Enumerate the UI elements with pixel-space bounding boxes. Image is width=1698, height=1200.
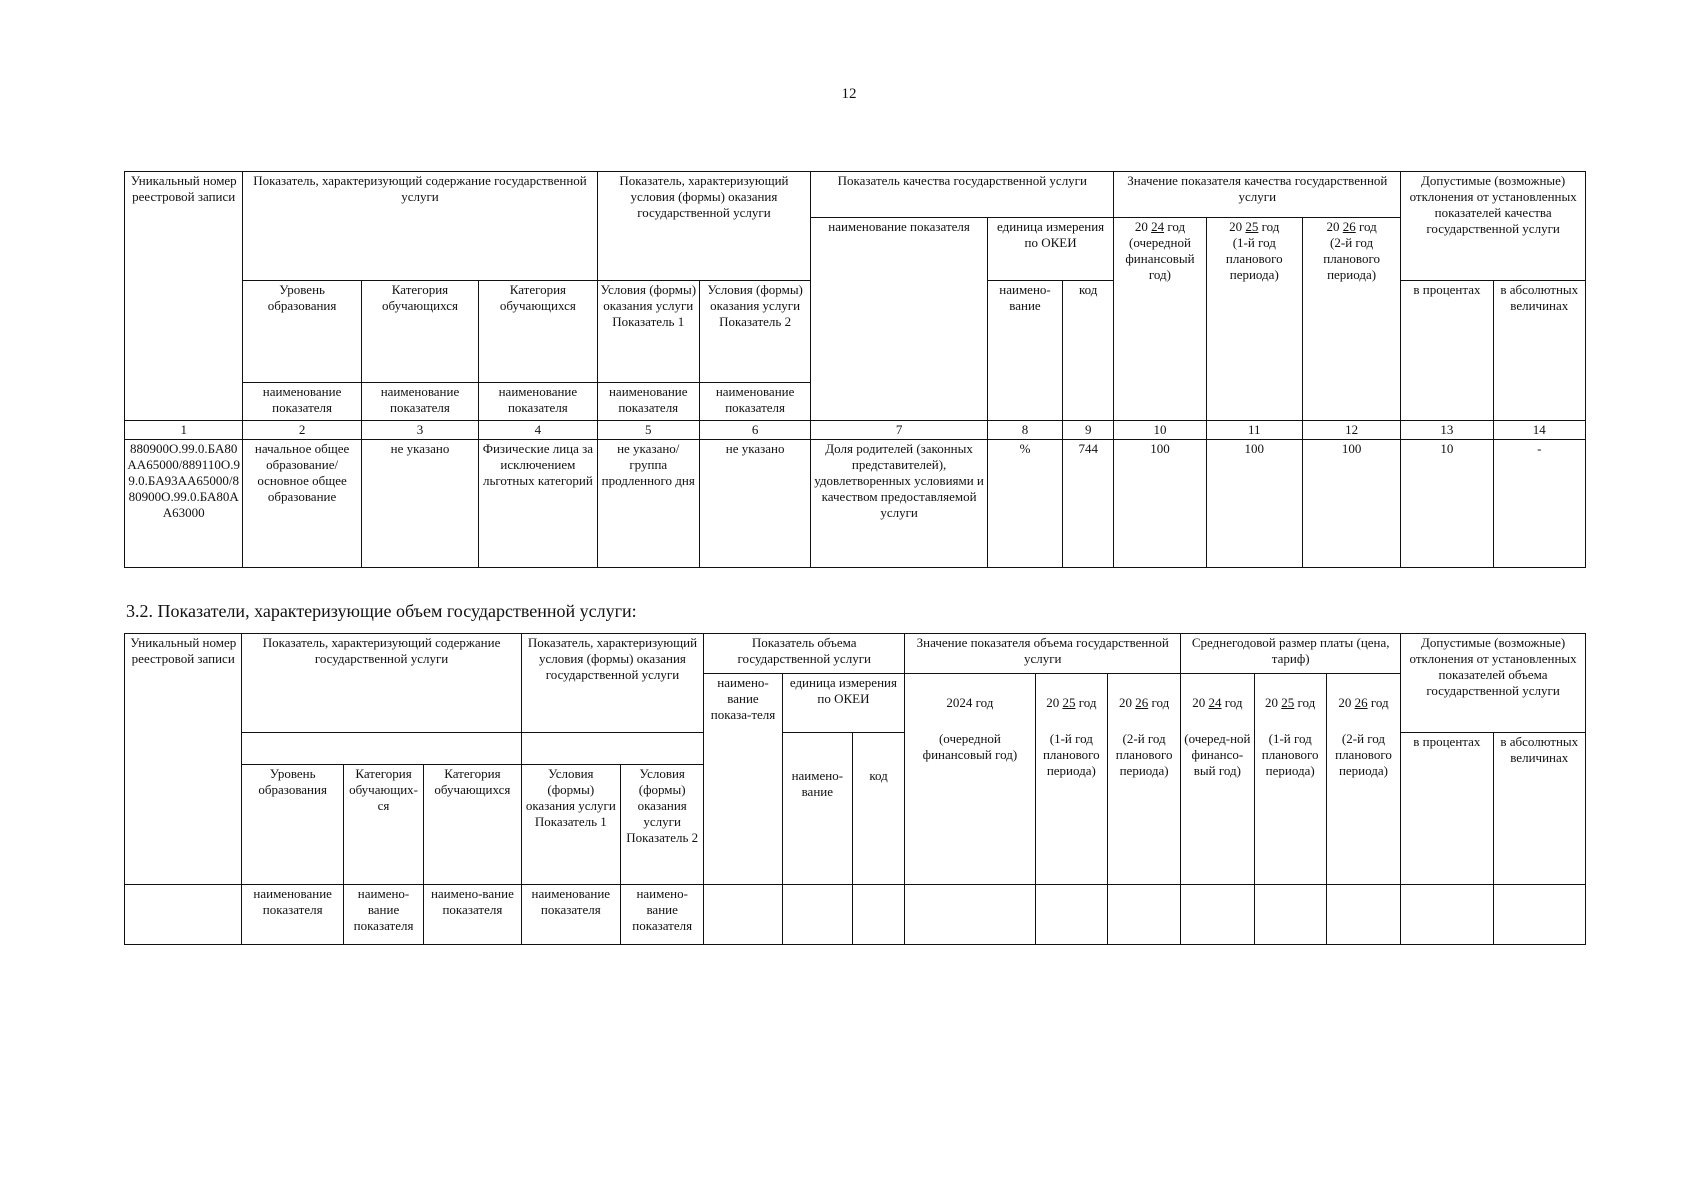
header-unit-name: наимено-вание bbox=[791, 768, 844, 799]
col-num-12: 12 bbox=[1302, 421, 1400, 440]
registry-number-empty bbox=[125, 885, 242, 945]
content-spacer bbox=[242, 733, 521, 765]
header-quality-indicator: Показатель качества государственной услуги bbox=[811, 172, 1114, 218]
sub-indicator-name-cat1: наименование показателя bbox=[361, 383, 478, 421]
empty-cell bbox=[1493, 885, 1586, 945]
section-title: 3.2. Показатели, характеризующие объем государственной услуги: bbox=[126, 601, 637, 621]
col-num-2: 2 bbox=[243, 421, 361, 440]
col-num-6: 6 bbox=[699, 421, 810, 440]
header-value-2024: 2024 год (очередной финансовый год) bbox=[905, 674, 1036, 885]
condition-1-value: не указано/ группа продленного дня bbox=[597, 440, 699, 568]
col-num-9: 9 bbox=[1063, 421, 1114, 440]
sub-indicator-name-cond2: наименование показателя bbox=[699, 383, 810, 421]
deviation-percent-value: 10 bbox=[1401, 440, 1493, 568]
condition-2-value: не указано bbox=[699, 440, 810, 568]
header-percent: в процентах bbox=[1401, 733, 1493, 885]
header-condition-2: Условия (формы) оказания услуги Показатель 2 bbox=[699, 281, 810, 383]
header-year-2024: 20 24 год (очередной финансовый год) bbox=[1114, 218, 1206, 421]
volume-indicators-table bbox=[124, 633, 1586, 945]
header-unit-code: код bbox=[1063, 281, 1114, 421]
col-num-3: 3 bbox=[361, 421, 478, 440]
header-value-2026: 20 26 год (2-й год планового периода) bbox=[1107, 674, 1180, 885]
deviation-absolute-value: - bbox=[1493, 440, 1585, 568]
header-fee-2024: 20 24 год (очеред-ной финансо-вый год) bbox=[1181, 674, 1254, 885]
header-registry-number: Уникальный номер реестровой записи bbox=[125, 172, 243, 421]
col-num-4: 4 bbox=[479, 421, 597, 440]
header-year-2025: 20 25 год (1-й год планового периода) bbox=[1206, 218, 1302, 421]
header-allowed-deviations: Допустимые (возможные) отклонения от установленных показателей объема государственной услуги bbox=[1401, 634, 1586, 733]
quality-indicators-table bbox=[124, 171, 1586, 568]
page-number: 12 bbox=[841, 86, 857, 102]
header-fee-2025: 20 25 год (1-й год планового периода) bbox=[1254, 674, 1326, 885]
empty-cell bbox=[1326, 885, 1400, 945]
col-num-5: 5 bbox=[597, 421, 699, 440]
sub-indicator-name-cat1: наимено-вание показателя bbox=[343, 885, 423, 945]
value-2026: 100 bbox=[1302, 440, 1400, 568]
empty-cell bbox=[1035, 885, 1107, 945]
header-okei-unit: единица измерения по ОКЕИ bbox=[782, 674, 905, 733]
header-condition-indicator: Показатель, характеризующий условия (формы) оказания государственной услуги bbox=[597, 172, 811, 281]
header-unit-code: код bbox=[869, 768, 888, 783]
header-indicator-name: наименование показателя bbox=[811, 218, 988, 421]
col-num-11: 11 bbox=[1206, 421, 1302, 440]
empty-cell bbox=[905, 885, 1036, 945]
empty-cell bbox=[1181, 885, 1254, 945]
header-condition-2: Условия (формы) оказания услуги Показатель 2 bbox=[621, 765, 704, 885]
value-2024: 100 bbox=[1114, 440, 1206, 568]
empty-cell bbox=[704, 885, 782, 945]
header-value-2025: 20 25 год (1-й год планового периода) bbox=[1035, 674, 1107, 885]
header-registry-number: Уникальный номер реестровой записи bbox=[125, 634, 242, 885]
header-average-fee: Среднегодовой размер платы (цена, тариф) bbox=[1181, 634, 1401, 674]
header-absolute: в абсолютных величинах bbox=[1493, 733, 1586, 885]
sub-indicator-name-cat2: наимено-вание показателя bbox=[424, 885, 521, 945]
sub-indicator-name-cat2: наименование показателя bbox=[479, 383, 597, 421]
header-percent: в процентах bbox=[1401, 281, 1493, 421]
col-num-14: 14 bbox=[1493, 421, 1585, 440]
value-2025: 100 bbox=[1206, 440, 1302, 568]
header-student-category-1: Категория обучающих-ся bbox=[343, 765, 423, 885]
header-education-level: Уровень образования bbox=[243, 281, 361, 383]
student-category-2-value: Физические лица за исключением льготных категорий bbox=[479, 440, 597, 568]
header-unit-name-cell bbox=[782, 733, 852, 885]
empty-cell bbox=[782, 885, 852, 945]
sub-indicator-name-level: наименование показателя bbox=[242, 885, 343, 945]
sub-indicator-name-level: наименование показателя bbox=[243, 383, 361, 421]
empty-cell bbox=[1254, 885, 1326, 945]
registry-number-value: 880900О.99.0.БА80АА65000/889110О.99.0.БА93АА65000/880900О.99.0.БА80АА63000 bbox=[125, 440, 243, 568]
header-fee-2026: 20 26 год (2-й год планового периода) bbox=[1326, 674, 1400, 885]
unit-name-value: % bbox=[987, 440, 1062, 568]
header-student-category-1: Категория обучающихся bbox=[361, 281, 478, 383]
sub-indicator-name-cond1: наименование показателя bbox=[597, 383, 699, 421]
col-num-1: 1 bbox=[125, 421, 243, 440]
header-volume-indicator: Показатель объема государственной услуги bbox=[704, 634, 905, 674]
student-category-1-value: не указано bbox=[361, 440, 478, 568]
header-okei-unit: единица измерения по ОКЕИ bbox=[987, 218, 1113, 281]
header-unit-name: наимено-вание bbox=[987, 281, 1062, 421]
header-student-category-2: Категория обучающихся bbox=[424, 765, 521, 885]
unit-code-value: 744 bbox=[1063, 440, 1114, 568]
header-condition-1: Условия (формы) оказания услуги Показатель 1 bbox=[597, 281, 699, 383]
header-unit-code-cell bbox=[852, 733, 904, 885]
header-allowed-deviations: Допустимые (возможные) отклонения от установленных показателей качества государственной услуги bbox=[1401, 172, 1586, 281]
indicator-name-value: Доля родителей (законных представителей), удовлетворенных условиями и качеством предоставляемой услуги bbox=[811, 440, 988, 568]
header-volume-name: наимено-вание показа-теля bbox=[704, 674, 782, 885]
col-num-8: 8 bbox=[987, 421, 1062, 440]
header-condition-indicator: Показатель, характеризующий условия (формы) оказания государственной услуги bbox=[521, 634, 704, 733]
col-num-13: 13 bbox=[1401, 421, 1493, 440]
sub-indicator-name-cond1: наименование показателя bbox=[521, 885, 620, 945]
col-num-7: 7 bbox=[811, 421, 988, 440]
table-row bbox=[125, 440, 1586, 568]
header-content-indicator: Показатель, характеризующий содержание государственной услуги bbox=[243, 172, 597, 281]
header-content-indicator: Показатель, характеризующий содержание государственной услуги bbox=[242, 634, 521, 733]
education-level-value: начальное общее образование/ основное общее образование bbox=[243, 440, 361, 568]
col-num-10: 10 bbox=[1114, 421, 1206, 440]
header-quality-value: Значение показателя качества государственной услуги bbox=[1114, 172, 1401, 218]
empty-cell bbox=[1107, 885, 1180, 945]
header-volume-value: Значение показателя объема государственной услуги bbox=[905, 634, 1181, 674]
empty-cell bbox=[852, 885, 904, 945]
empty-cell bbox=[1401, 885, 1493, 945]
header-education-level: Уровень образования bbox=[242, 765, 343, 885]
header-absolute: в абсолютных величинах bbox=[1493, 281, 1585, 421]
column-number-row bbox=[125, 421, 1586, 440]
header-student-category-2: Категория обучающихся bbox=[479, 281, 597, 383]
header-year-2026: 20 26 год (2-й год планового периода) bbox=[1302, 218, 1400, 421]
sub-indicator-name-cond2: наимено-вание показателя bbox=[621, 885, 704, 945]
header-condition-1: Условия (формы) оказания услуги Показатель 1 bbox=[521, 765, 620, 885]
condition-spacer bbox=[521, 733, 704, 765]
